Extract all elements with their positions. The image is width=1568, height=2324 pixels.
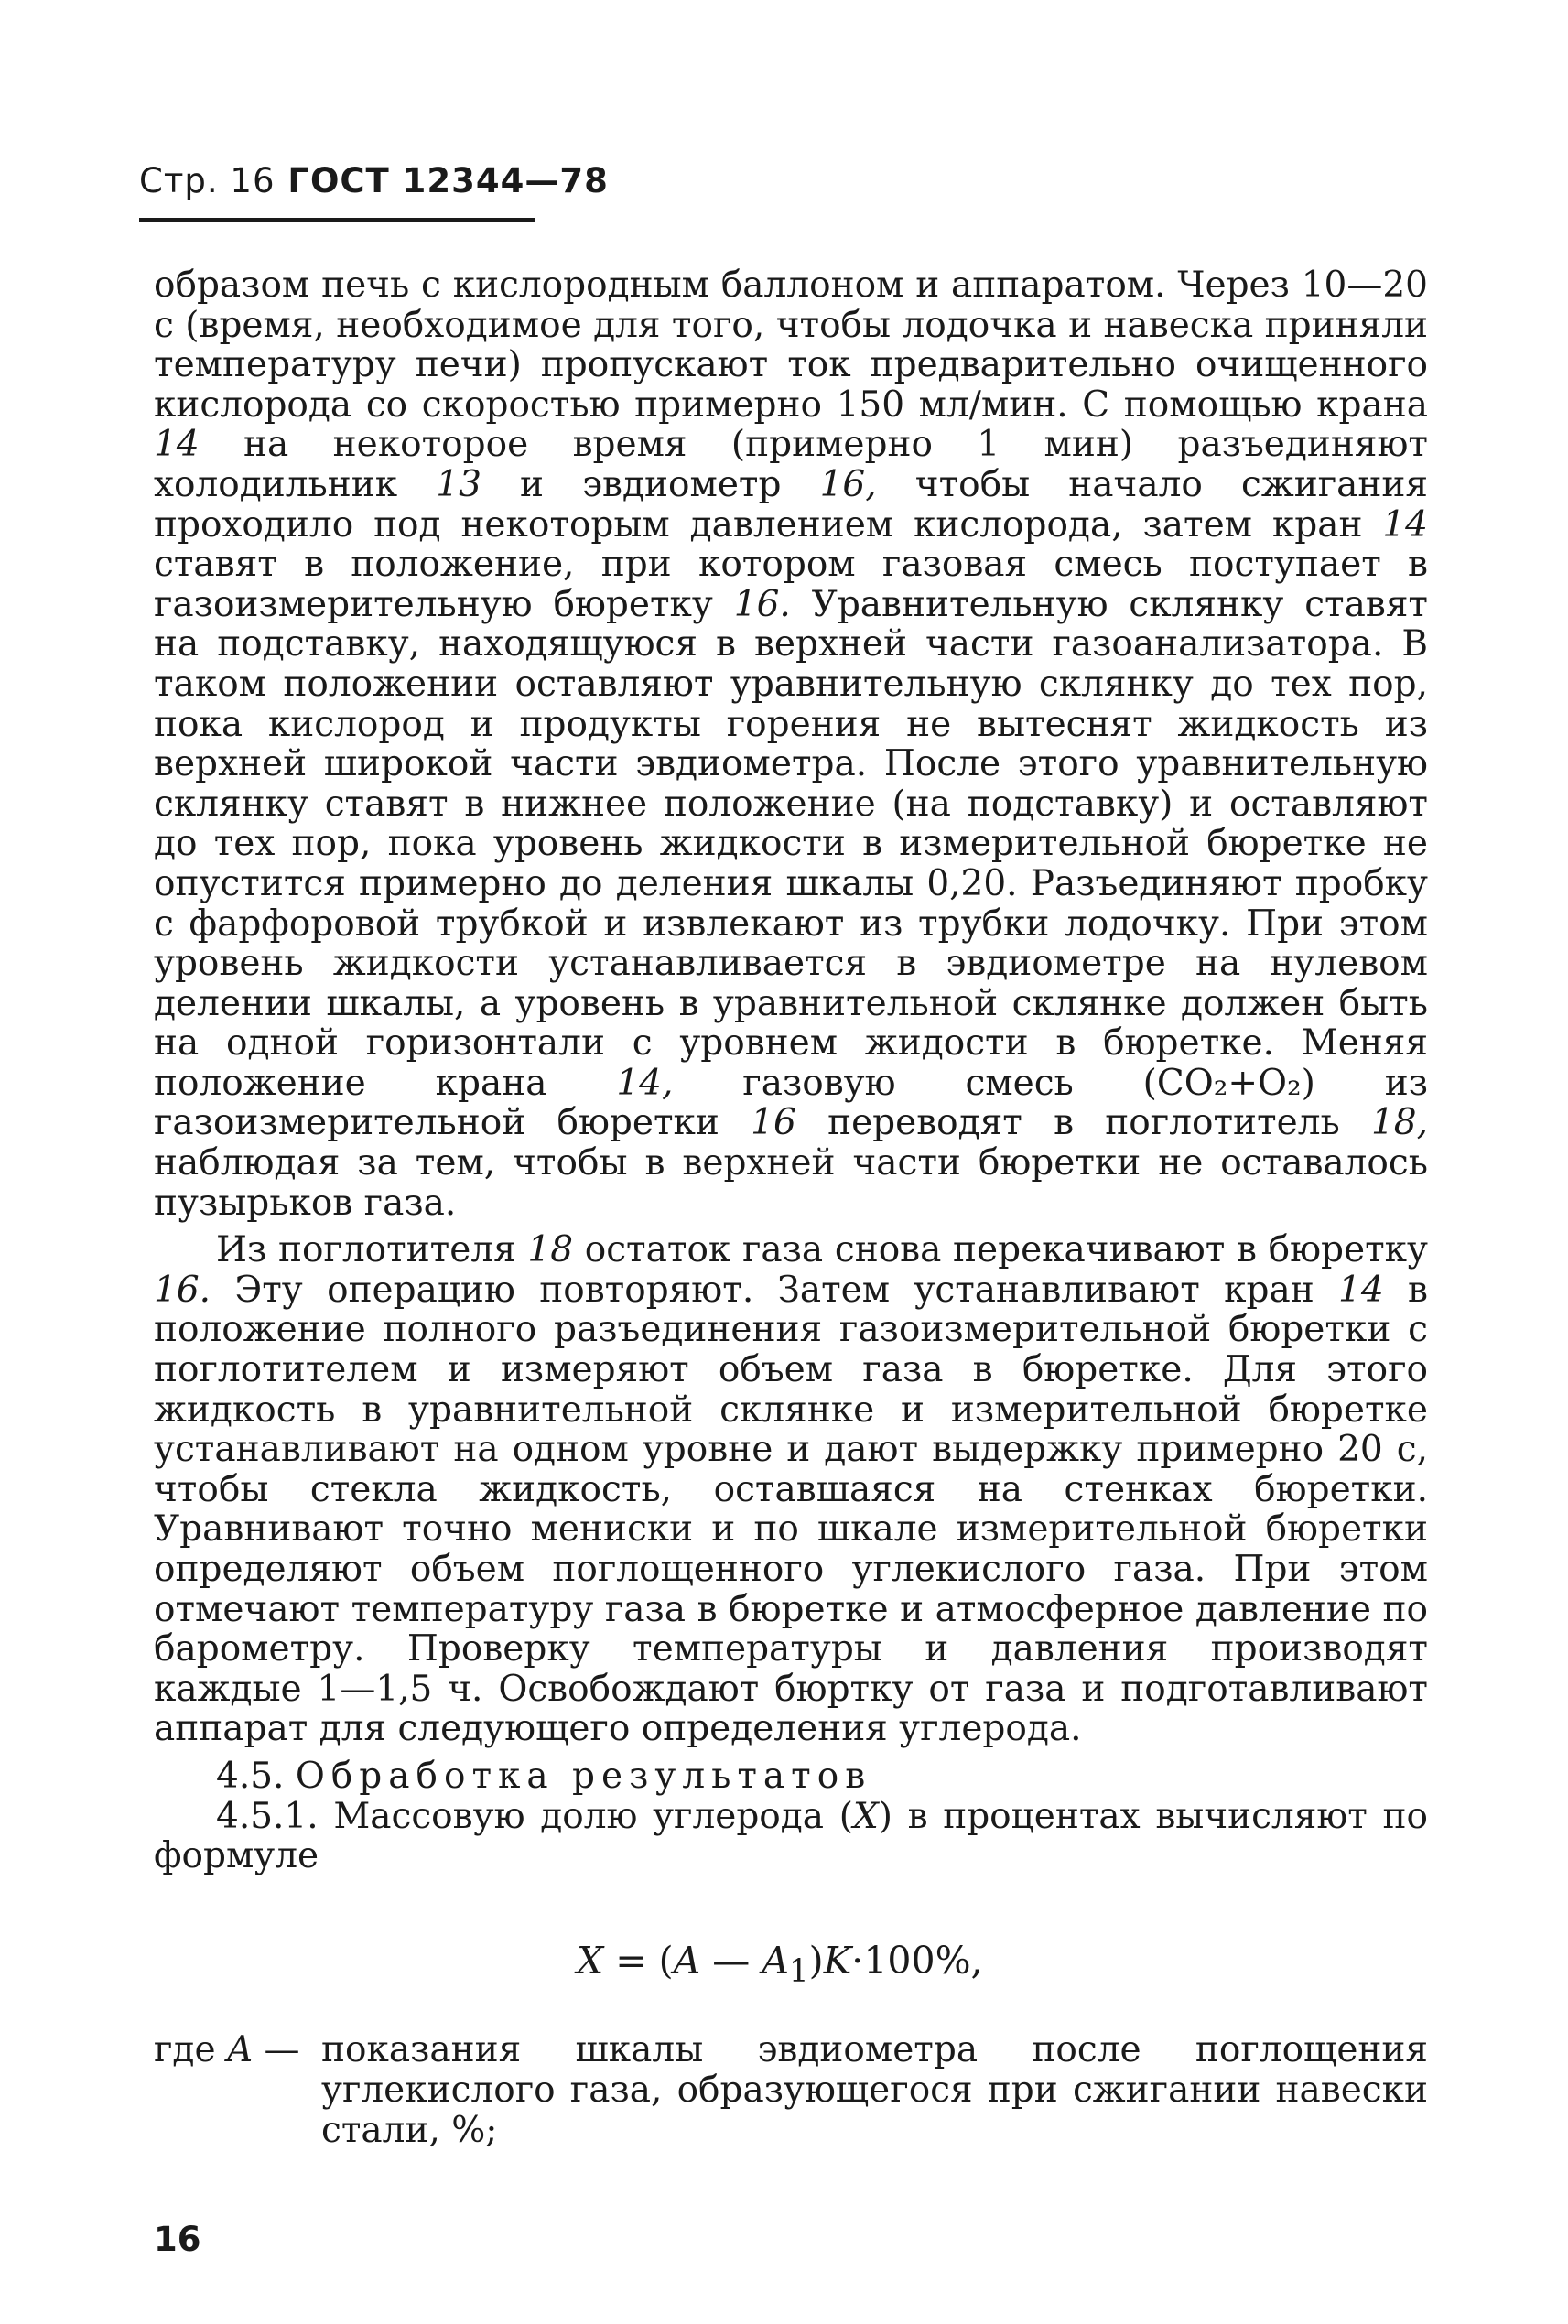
text-run: ставят в положение, при котором газовая смесь поступает в газоизмерительную бюретку (154, 544, 1428, 625)
main-text (154, 265, 1428, 1876)
header-rule (139, 218, 535, 222)
ref-absorber-18: 18, (1370, 1102, 1428, 1144)
text-run: чтобы начало сжигания проходило под некоторым давлением кислорода, затем кран (154, 463, 1428, 546)
formula-var-a1: A (762, 1939, 789, 1983)
text-run: переводят в поглотитель (795, 1102, 1371, 1144)
text-run: на некоторое время (примерно 1 мин) разъединяют холодильник (154, 424, 1428, 505)
ref-crane-14: 14 (1338, 1269, 1384, 1311)
paragraph-4-5-1 (154, 1797, 1428, 1876)
ref-crane-14: 14, (616, 1062, 674, 1104)
text-run: образом печь с кислородным баллоном и аппаратом. Через 10—20 с (время, необходимое для того, чтобы лодочка и навеска приняли температуру печи) пропускают ток предварительно очищенного кислорода со скоростью примерно 150 мл/мин. С помощью крана (154, 265, 1428, 426)
section-number: 4.5.1. (216, 1795, 319, 1837)
ref-crane-14: 14 (1382, 503, 1428, 546)
formula-subscript: 1 (788, 1953, 809, 1991)
legend-dash: — (253, 2029, 300, 2070)
section-number: 4.5. (216, 1755, 285, 1797)
text-run: Массовую долю углерода ( (318, 1795, 853, 1837)
page-number: 16 (154, 2220, 201, 2259)
formula-text: ·100%, (851, 1939, 983, 1983)
text-run: в положение полного разъединения газоизмерительной бюретки с поглотителем и измеряют объем газа в бюретке. Для этого жидкость в уравнительной склянке и измерительной бюретке устанавливают на одном уровне и дают выдержку примерно 20 с, чтобы стекла жидкость, оставшаяся на стенках бюретки. Уравнивают точно мениски и по шкале измерительной бюретки определяют объем поглощенного углекислого газа. При этом отмечают температуру газа в бюретке и атмосферное давление по барометру. Проверку температуры и давления производят каждые 1—1,5 ч. Освобождают бюртку от газа и подготавливают аппарат для следующего определения углерода. (154, 1269, 1428, 1750)
ref-burette-16: 16 (751, 1102, 796, 1144)
text-run: газовую смесь (CO₂+O₂) из газоизмерительной бюретки (154, 1062, 1428, 1144)
formula (577, 1939, 983, 1990)
variable-x: X (852, 1795, 879, 1837)
formula-var-x: X (577, 1939, 604, 1983)
standard-code: ГОСТ 12344—78 (287, 161, 609, 200)
page-header (139, 161, 609, 200)
section-title: Обработка результатов (295, 1755, 872, 1797)
paragraph-1 (154, 265, 1428, 1223)
paragraph-2 (154, 1230, 1428, 1749)
formula-var-a: A (673, 1939, 701, 1983)
text-run: и эвдиометр (481, 463, 820, 505)
ref-crane-14: 14 (154, 424, 200, 466)
text-run: наблюдая за тем, чтобы в верхней части бюретки не оставалось пузырьков газа. (154, 1142, 1428, 1224)
formula-var-k: K (823, 1939, 852, 1983)
formula-text: = ( (603, 1939, 674, 1983)
ref-eudiometer-16: 16, (819, 463, 877, 505)
formula-legend (154, 2030, 1428, 2151)
text-run: остаток газа снова перекачивают в бюретку (573, 1229, 1428, 1271)
section-heading-4-5 (154, 1757, 1428, 1797)
legend-definition: показания шкалы эвдиометра после поглощения углекислого газа, образующегося при сжигании навески стали, %; (321, 2029, 1428, 2151)
ref-burette-16: 16. (733, 583, 791, 625)
formula-text: ) (808, 1939, 824, 1983)
ref-absorber-18: 18 (527, 1229, 574, 1271)
ref-burette-16: 16. (154, 1269, 211, 1311)
legend-symbol-a: A (226, 2029, 254, 2070)
text-run: Уравнительную склянку ставят на подставку, находящуюся в верхней части газоанализатора. В таком положении оставляют уравнительную склянку до тех пор, пока кислород и продукты горения не вытеснят жидкость из верхней широкой части эвдиометра. После этого уравнительную склянку ставят в нижнее положение (на подставку) и оставляют до тех пор, пока уровень жидкости в измерительной бюретке не опустится примерно до деления шкалы 0,20. Разъединяют пробку с фарфоровой трубкой и извлекают из трубки лодочку. При этом уровень жидкости устанавливается в эвдиометре на нулевом делении шкалы, а уровень в уравнительной склянке должен быть на одной горизонтали с уровнем жидости в бюретке. Меняя положение крана (154, 583, 1428, 1104)
text-run: Из поглотителя (216, 1229, 528, 1271)
text-run: Эту операцию повторяют. Затем устанавливают кран (211, 1269, 1339, 1311)
legend-term (154, 2030, 321, 2151)
page-label: Стр. 16 (139, 161, 276, 200)
text-run: ) в процентах вычисляют по формуле (154, 1795, 1428, 1877)
formula-text: — (700, 1939, 762, 1983)
legend-where: где (154, 2029, 216, 2070)
ref-cooler-13: 13 (436, 463, 481, 505)
